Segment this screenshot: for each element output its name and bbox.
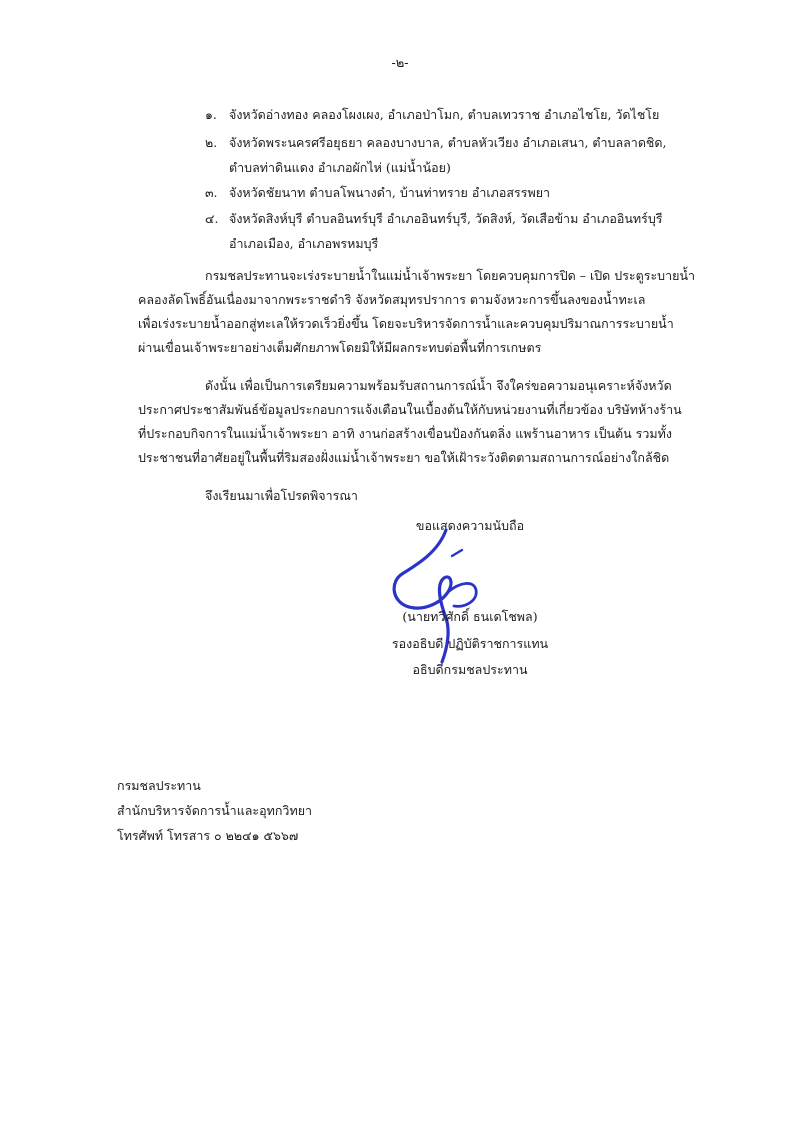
list-item-text: จังหวัดอ่างทอง คลองโผงเผง, อำเภอป่าโมก, ตำบลเทวราช อำเภอไชโย, วัดไชโย bbox=[229, 107, 660, 122]
paragraph-line: เพื่อเร่งระบายน้ำออกสู่ทะเลให้รวดเร็วยิ่งขึ้น โดยจะบริหารจัดการน้ำและควบคุมปริมาณการระบายน้ำ bbox=[138, 316, 674, 331]
list-item bbox=[205, 108, 725, 132]
paragraph-line: ประชาชนที่อาศัยอยู่ในพื้นที่ริมสองฝั่งแม่น้ำเจ้าพระยา ขอให้เฝ้าระวังติดตามสถานการณ์อย่างใกล้ชิด bbox=[138, 450, 670, 465]
paragraph-line: กรมชลประทานจะเร่งระบายน้ำในแม่น้ำเจ้าพระยา โดยควบคุมการปิด – เปิด ประตูระบายน้ำ bbox=[205, 268, 696, 283]
page-number: -๒- bbox=[391, 56, 409, 71]
paragraph-line: ประกาศประชาสัมพันธ์ข้อมูลประกอบการแจ้งเตือนในเบื้องต้นให้กับหน่วยงานที่เกี่ยวข้อง บริษัทห้างร้าน bbox=[138, 402, 682, 417]
list-item-text: จังหวัดชัยนาท ตำบลโพนางดำ, บ้านท่าทราย อำเภอสรรพยา bbox=[229, 185, 551, 200]
salutation: ขอแสดงความนับถือ bbox=[415, 518, 525, 533]
list-item-number: ๓. bbox=[205, 185, 218, 200]
signatory-position: รองอธิบดี ปฏิบัติราชการแทน bbox=[391, 636, 549, 651]
footer-department: กรมชลประทาน bbox=[117, 778, 201, 793]
paragraph-line: ดังนั้น เพื่อเป็นการเตรียมความพร้อมรับสถานการณ์น้ำ จึงใคร่ขอความอนุเคราะห์จังหวัด bbox=[205, 378, 672, 393]
list-item bbox=[205, 135, 725, 175]
footer-office: สำนักบริหารจัดการน้ำและอุทกวิทยา bbox=[117, 803, 313, 818]
list-item-number: ๒. bbox=[205, 135, 218, 150]
list-item-number: ๑. bbox=[205, 107, 217, 122]
list-item-number: ๔. bbox=[205, 211, 219, 226]
footer-phone: โทรศัพท์ โทรสาร ๐ ๒๒๔๑ ๕๖๖๗ bbox=[117, 828, 299, 843]
signatory-name: (นายทวีศักดิ์ ธนเดโชพล) bbox=[402, 609, 538, 624]
list-item bbox=[205, 186, 725, 210]
list-item bbox=[205, 211, 725, 251]
closing-request: จึงเรียนมาเพื่อโปรดพิจารณา bbox=[205, 488, 358, 503]
list-item-text: จังหวัดสิงห์บุรี ตำบลอินทร์บุรี อำเภออินทร์บุรี, วัดสิงห์, วัดเสือข้าม อำเภออินทร์บุรี bbox=[229, 211, 663, 226]
list-item-text: จังหวัดพระนครศรีอยุธยา คลองบางบาล, ตำบลหัวเวียง อำเภอเสนา, ตำบลลาดชิด, bbox=[229, 135, 667, 150]
signatory-position: อธิบดีกรมชลประทาน bbox=[412, 662, 528, 677]
list-item-text-continued: ตำบลท่าดินแดง อำเภอผักไห่ (แม่น้ำน้อย) bbox=[229, 160, 451, 175]
paragraph-line: ผ่านเขื่อนเจ้าพระยาอย่างเต็มศักยภาพโดยมิให้มีผลกระทบต่อพื้นที่การเกษตร bbox=[138, 340, 542, 355]
list-item-text-continued: อำเภอเมือง, อำเภอพรหมบุรี bbox=[229, 236, 379, 251]
paragraph-line: คลองลัดโพธิ์อันเนื่องมาจากพระราชดำริ จังหวัดสมุทรปราการ ตามจังหวะการขึ้นลงของน้ำทะเล bbox=[138, 292, 646, 307]
paragraph-line: ที่ประกอบกิจการในแม่น้ำเจ้าพระยา อาทิ งานก่อสร้างเขื่อนป้องกันตลิ่ง แพร้านอาหาร เป็นต้น รวมทั้ง bbox=[138, 426, 672, 441]
